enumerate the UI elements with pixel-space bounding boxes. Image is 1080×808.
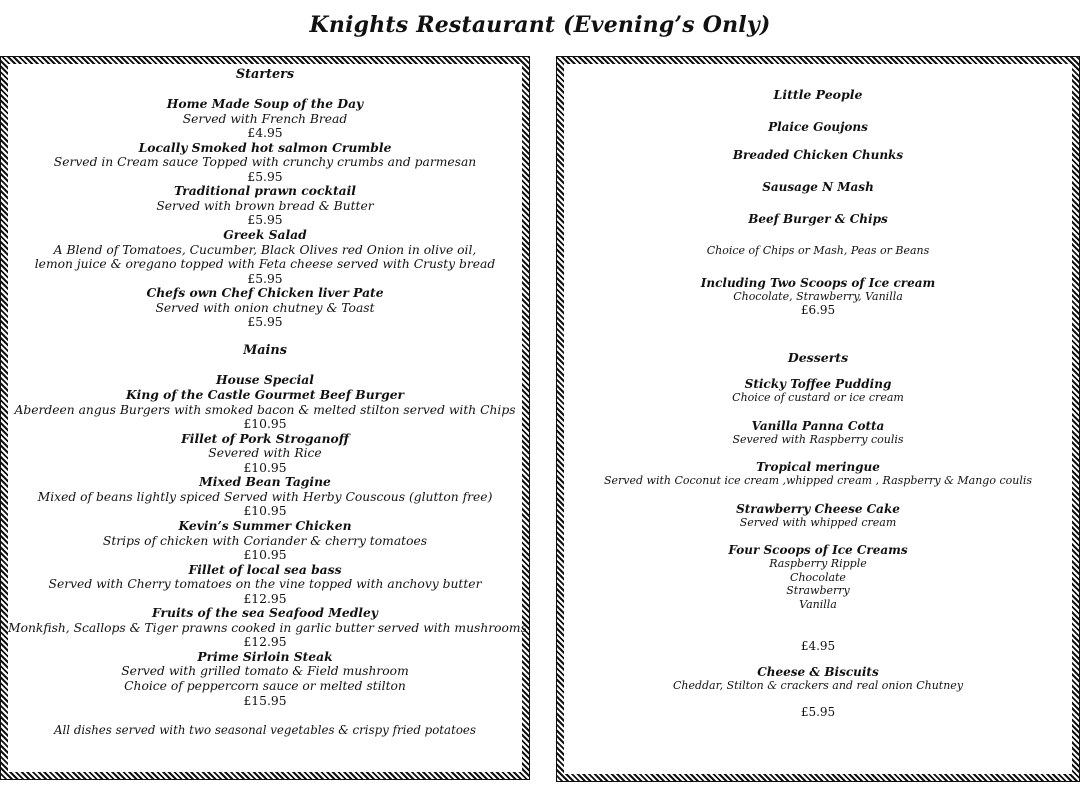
dessert-description: Severed with Raspberry coulis: [732, 432, 904, 446]
kids-ice-cream: Including Two Scoops of Ice cream: [700, 275, 936, 290]
dish-name: Traditional prawn cocktail: [174, 183, 356, 199]
ice-cream-flavour: Chocolate: [790, 570, 846, 584]
dessert-name: Sticky Toffee Pudding: [744, 377, 892, 391]
ice-cream-flavour: Vanilla: [799, 597, 837, 611]
kids-flavours: Chocolate, Strawberry, Vanilla: [733, 289, 903, 303]
kids-item: Sausage N Mash: [762, 180, 874, 194]
dish-name: Prime Sirloin Steak: [197, 648, 333, 664]
starters-mains-column: [8, 67, 527, 737]
dish-price: £5.95: [247, 213, 283, 228]
dessert-name: Four Scoops of Ice Creams: [728, 543, 908, 557]
cheese-description: Cheddar, Stilton & crackers and real onion Chutney: [672, 679, 964, 692]
dish-name: Home Made Soup of the Day: [166, 96, 364, 112]
dish-name: Fillet of local sea bass: [188, 561, 342, 577]
dish-price: £5.95: [247, 169, 283, 184]
kids-desserts-column: [564, 88, 1072, 719]
dish-description: Served in Cream sauce Topped with crunchy crumbs and parmesan: [53, 155, 477, 170]
kids-item: Beef Burger & Chips: [748, 212, 888, 226]
menu-title: Knights Restaurant (Evening’s Only): [309, 12, 771, 38]
dish-description: A Blend of Tomatoes, Cucumber, Black Olives red Onion in olive oil,: [53, 242, 477, 257]
dish-description: Strips of chicken with Coriander & cherry tomatoes: [102, 533, 428, 548]
dish-description: Served with brown bread & Butter: [156, 198, 374, 213]
section-heading-little-people: Little People: [773, 87, 863, 102]
dish-price: £5.95: [247, 271, 283, 286]
cheese-price: £5.95: [800, 704, 836, 719]
dish-name: Kevin’s Summer Chicken: [178, 517, 352, 533]
dish-name: Fillet of Pork Stroganoff: [181, 430, 349, 446]
dish-name: Locally Smoked hot salmon Crumble: [138, 139, 392, 155]
kids-choice: Choice of Chips or Mash, Peas or Beans: [706, 244, 930, 257]
dish-price: £12.95: [243, 635, 287, 650]
section-heading-desserts: Desserts: [787, 350, 849, 365]
dish-price: £5.95: [247, 315, 283, 330]
kids-desserts-panel: [556, 56, 1080, 782]
ice-cream-flavour: Strawberry: [786, 584, 850, 597]
dish-price: £10.95: [243, 417, 287, 432]
dish-description: lemon juice & oregano topped with Feta cheese served with Crusty bread: [34, 257, 496, 272]
dish-price: £4.95: [247, 126, 283, 141]
dish-description: Served with French Bread: [182, 111, 348, 126]
dessert-description: Served with Coconut ice cream ,whipped cream , Raspberry & Mango coulis: [603, 474, 1033, 487]
dish-description: Served with onion chutney & Toast: [155, 300, 375, 315]
dish-name: Fruits of the sea Seafood Medley: [152, 605, 378, 621]
section-heading-starters: Starters: [235, 67, 295, 82]
starters-mains-panel: [0, 56, 530, 780]
dish-price: £15.95: [243, 693, 287, 708]
dessert-name: Vanilla Panna Cotta: [751, 418, 885, 433]
dish-description: Monkfish, Scallops & Tiger prawns cooked in garlic butter served with mushrooms: [8, 620, 527, 635]
dish-description: Choice of peppercorn sauce or melted stilton: [124, 678, 406, 693]
cheese-name: Cheese & Biscuits: [757, 665, 879, 679]
dessert-description: Served with whipped cream: [739, 515, 897, 529]
dish-description: Served with grilled tomato & Field mushroom: [121, 664, 409, 679]
dessert-description: Choice of custard or ice cream: [732, 391, 904, 404]
house-special-label: House Special: [216, 372, 314, 388]
dish-price: £10.95: [243, 460, 287, 475]
kids-item: Plaice Goujons: [768, 120, 868, 134]
dish-price: £10.95: [243, 504, 287, 519]
dish-name: Chefs own Chef Chicken liver Pate: [146, 285, 384, 301]
dish-name: King of the Castle Gourmet Beef Burger: [125, 387, 405, 403]
dish-description: Served with Cherry tomatoes on the vine topped with anchovy butter: [48, 577, 482, 592]
dish-price: £10.95: [243, 548, 287, 563]
kids-price: £6.95: [800, 303, 836, 317]
dish-description: Mixed of beans lightly spiced Served with Herby Couscous (glutton free): [37, 489, 493, 504]
dish-name: Mixed Bean Tagine: [199, 474, 331, 490]
dish-description: Severed with Rice: [208, 446, 322, 461]
mains-footnote: All dishes served with two seasonal vegetables & crispy fried potatoes: [54, 722, 476, 737]
dish-name: Greek Salad: [223, 227, 307, 243]
dish-description: Aberdeen angus Burgers with smoked bacon & melted stilton served with Chips: [14, 402, 516, 417]
dessert-name: Tropical meringue: [756, 460, 880, 474]
desserts-price: £4.95: [800, 639, 836, 653]
section-heading-mains: Mains: [243, 343, 287, 359]
dish-price: £12.95: [243, 591, 287, 606]
kids-item: Breaded Chicken Chunks: [732, 148, 904, 162]
ice-cream-flavour: Raspberry Ripple: [769, 557, 867, 570]
dessert-name: Strawberry Cheese Cake: [736, 501, 900, 516]
